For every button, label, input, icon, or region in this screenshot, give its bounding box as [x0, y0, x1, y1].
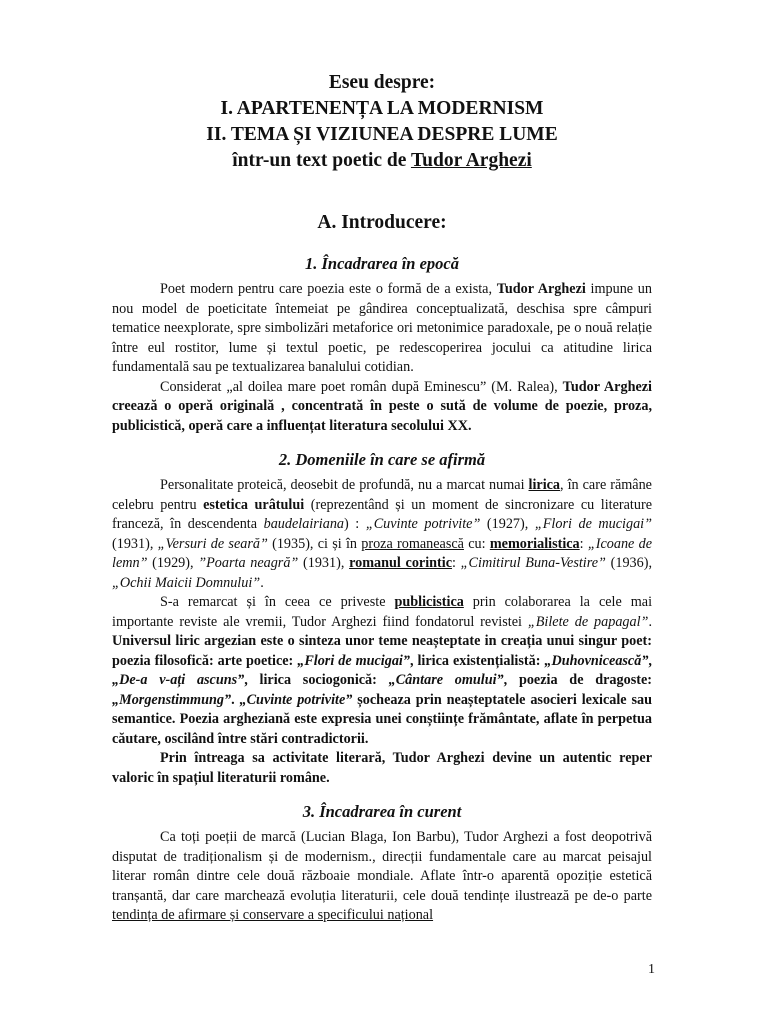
text-run: .: [260, 574, 264, 591]
work-title: „Morgenstimmung”: [112, 691, 232, 708]
section-2-paragraph-3: Prin întreaga sa activitate literară, Tudor Arghezi devine un autentic reper valoric în spațiul literaturii române.: [112, 750, 652, 786]
title-author: Tudor Arghezi: [410, 150, 532, 171]
bold-text: ,: [648, 652, 652, 669]
text-run: Poet modern pentru care poezia este o formă de a exista,: [160, 281, 497, 297]
term-lirica: lirica: [528, 477, 561, 493]
text-run: impune un nou model de poeticitate întemeiat pe gândirea conceptualizată, deschisa spre câmpuri tematice neexplorate, spre simbolizări metaforice ori metonimice paradoxale, pe o nouă relație între eul rostitor, lume și textul poetic, pe redescoperirea jocului ca atitudine lirica fundamentală sau pe textualizarea banalului cotidian.: [112, 281, 652, 375]
bold-text: șocheaza prin neașteptatele asocieri lexicale sau semantice. Poezia argheziană este expresia unei conștiințe frământate, aflate în perpetua căutare, oscilând între stări contradictorii.: [112, 691, 652, 747]
title-line-3: II. TEMA ȘI VIZIUNEA DESPRE LUME: [206, 124, 558, 145]
author-name: Tudor Arghezi: [496, 281, 586, 297]
work-title: „Cântare omului”: [388, 672, 504, 688]
text-run: (1935), ci și în: [267, 535, 362, 552]
section-2: [112, 450, 652, 788]
text-run: (1931),: [298, 555, 350, 571]
bold-text: Universul liric argezian este o sinteza unor teme neașteptate in creația unui singur poet: poezia filosofică: arte poetice:: [112, 633, 652, 669]
text-run: Ca toți poeții de marcă (Lucian Blaga, Ion Barbu), Tudor Arghezi a fost deopotrivă disputat de tradiționalism și de modernism., direcții fundamentale care au marcat peisajul literar român dintre cele două războaie mondiale. Aflate într-o aparentă opoziție estetică tranșantă, dar care marchează evoluția literaturii, cele două tendințe ilustrează pe de-o parte: [112, 829, 652, 904]
work-title: „Versuri de seară”: [157, 535, 268, 552]
term-proza: proza romanească: [361, 535, 464, 552]
section-1-paragraph-1: [112, 280, 652, 378]
title-line-4-prefix: într-un text poetic de: [232, 150, 411, 171]
term-baudelairiana: baudelairiana: [263, 516, 345, 532]
title-line-2: I. APARTENENȚA LA MODERNISM: [220, 98, 544, 119]
bold-text: Tudor Arghezi creează o operă originală , concentrată în peste o sută de volume de poezie, proza, publicistică, operă care a influențat literatura secolului XX.: [112, 378, 652, 434]
section-3-paragraph-1: [112, 828, 652, 926]
bold-text: , poezia de dragoste:: [503, 672, 652, 688]
work-title: „Duhovnicească”: [544, 652, 649, 669]
text-run: S-a remarcat și în ceea ce priveste: [160, 594, 395, 610]
page-number: 1: [648, 962, 655, 977]
text-run: Considerat „al doilea mare poet român după Eminescu” (M. Ralea),: [160, 378, 563, 395]
work-title: ”Poarta neagră”: [198, 555, 299, 571]
text-run: , în care rămâne celebru pentru: [112, 477, 652, 513]
work-title: „Flori de mucigai”: [534, 516, 653, 532]
text-run: (1931),: [112, 535, 158, 552]
text-run: ) :: [344, 516, 366, 532]
section-2-heading: 2. Domeniile în care se afirmă: [278, 450, 486, 469]
section-3: [112, 802, 652, 926]
document-page: [112, 70, 652, 940]
title-line-1: Eseu despre:: [328, 72, 436, 93]
bold-text: .: [231, 691, 240, 708]
text-run: cu:: [463, 535, 490, 552]
document-title: [112, 70, 652, 174]
text-run: (1929),: [147, 555, 199, 571]
work-title: „Cuvinte potrivite”: [239, 691, 353, 708]
text-run: Personalitate proteică, deosebit de profundă, nu a marcat numai: [160, 477, 529, 493]
term-estetica: estetica urâtului: [203, 496, 305, 513]
term-romanul-corintic: romanul corintic: [349, 555, 453, 571]
text-run: (reprezentând și un moment de sincronizare cu literature franceză, în descendenta: [112, 496, 652, 532]
section-2-paragraph-1: [112, 476, 652, 593]
title-line-4: [112, 148, 652, 174]
bold-text: , lirica sociogonică:: [244, 672, 389, 688]
work-title: „Bilete de papagal”: [527, 613, 649, 630]
text-run: :: [579, 535, 588, 552]
section-2-paragraph-2: [112, 593, 652, 749]
underlined-text: tendința de afirmare și conservare a specificului național: [112, 907, 434, 923]
text-run: (1927),: [480, 516, 535, 532]
section-3-heading: 3. Încadrarea în curent: [302, 802, 462, 821]
text-run: .: [648, 613, 652, 630]
text-run: prin colaborarea la cele mai importante reviste ale vremii, Tudor Arghezi fiind fondatorul revistei: [112, 594, 653, 630]
work-title: „Ochii Maicii Domnului”: [112, 574, 261, 591]
term-publicistica: publicistica: [394, 594, 464, 610]
work-title: „De-a v-ați ascuns”: [112, 672, 245, 688]
term-memorialistica: memorialistica: [489, 535, 580, 552]
section-1: [112, 254, 652, 436]
text-run: :: [452, 555, 461, 571]
bold-text: , lirica existențialistă:: [409, 652, 545, 669]
section-1-heading: 1. Încadrarea în epocă: [305, 254, 459, 273]
work-title: „Cimitirul Buna-Vestire”: [460, 555, 606, 571]
section-1-paragraph-2: [112, 378, 652, 437]
intro-heading: A. Introducere:: [317, 212, 447, 233]
work-title: „Flori de mucigai”: [297, 652, 410, 669]
work-title: „Cuvinte potrivite”: [365, 516, 481, 532]
work-title: „Icoane de lemn”: [112, 535, 652, 571]
text-run: (1936),: [605, 555, 652, 571]
